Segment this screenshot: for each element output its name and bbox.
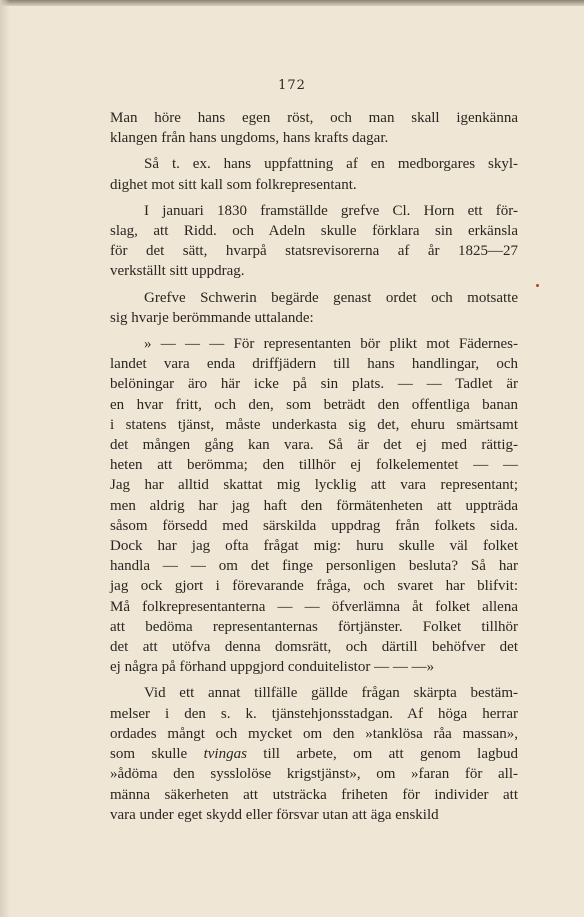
text-line: för det sätt, hvarpå statsrevisorerna af år 1825—27 [110,243,518,260]
text-line: men aldrig har jag haft den förmätenheten att uppträda [110,497,518,514]
text-line: belöningar äro här icke på sin plats. — — Tadlet är [110,376,518,393]
page-top-edge [0,0,584,6]
paragraph [110,288,518,328]
text-line: Jag har alltid skattat mig lycklig att vara representant; [110,477,518,494]
paragraph [110,108,518,148]
text-line: såsom försedd med särskilda uppdrag från folkets sida. [110,517,518,534]
ink-spot [536,284,539,287]
text-line: »ådöma den sysslolöse krigstjänst», om »faran för all- [110,766,518,783]
text-line: slag, att Ridd. och Adeln skulle förklara sin erkänsla [110,223,518,240]
text-line: I januari 1830 framställde grefve Cl. Horn ett för- [144,202,518,219]
text-line: Dock har jag ofta frågat mig: huru skulle väl folket [110,538,518,555]
text-line: landet vara enda driffjädern till hans handlingar, och [110,356,518,373]
text-line: heten att berömma; den tillhör ej folkelementet — — [110,457,518,474]
paragraph [110,334,518,677]
text-line: verkställt sitt uppdrag. [110,263,245,280]
paragraph [110,683,518,824]
page-left-edge [0,0,10,917]
text-line: klangen från hans ungdoms, hans krafts dagar. [110,130,389,147]
text-line: sig hvarje berömmande uttalande: [110,309,314,326]
text-line: i statens tjänst, måste underkasta sig det, ehuru smärtsamt [110,416,518,433]
paragraph [110,154,518,194]
page-number: 172 [278,78,306,93]
text-line: dighet mot sitt kall som folkrepresentant. [110,176,357,193]
text-line: Man höre hans egen röst, och man skall igenkänna [110,110,518,126]
text-line: som skulle tvingas till arbete, om att genom lagbud [110,746,518,763]
text-line: melser i den s. k. tjänstehjonsstadgan. Af höga herrar [110,705,518,722]
text-line: männa säkerheten att utsträcka friheten för individer att [110,786,518,803]
paragraph [110,201,518,282]
text-line: Må folkrepresentanterna — — öfverlämna åt folket allena [110,598,518,615]
text-line: en hvar fritt, och den, som beträdt den offentliga banan [110,396,518,413]
text-line: att bedöma representanternas förtjänster. Folket tillhör [110,618,518,635]
text-line: Så t. ex. hans uppfattning af en medborgares skyl- [144,156,518,173]
text-line: ej några på förhand uppgjord conduitelistor — — —» [110,659,435,676]
text-line: Vid ett annat tillfälle gällde frågan skärpta bestäm- [144,685,518,702]
text-line: Grefve Schwerin begärde genast ordet och motsatte [144,289,518,306]
text-line: jag ock gjort i förevarande fråga, och svaret har blifvit: [110,578,518,595]
text-line: » — — — För representanten bör plikt mot Fädernes- [144,336,518,353]
text-line: vara under eget skydd eller försvar utan att äga enskild [110,806,439,823]
body-text [110,108,518,831]
text-line: det att utöfva denna domsrätt, och därtill behöfver det [110,639,518,656]
text-line: handla — — om det finge personligen besluta? Så har [110,558,518,575]
text-line: det mången gång kan vara. Så är det ej med rättig- [110,437,518,454]
text-line: ordades mångt och mycket om den »tanklösa råa massan», [110,725,518,742]
